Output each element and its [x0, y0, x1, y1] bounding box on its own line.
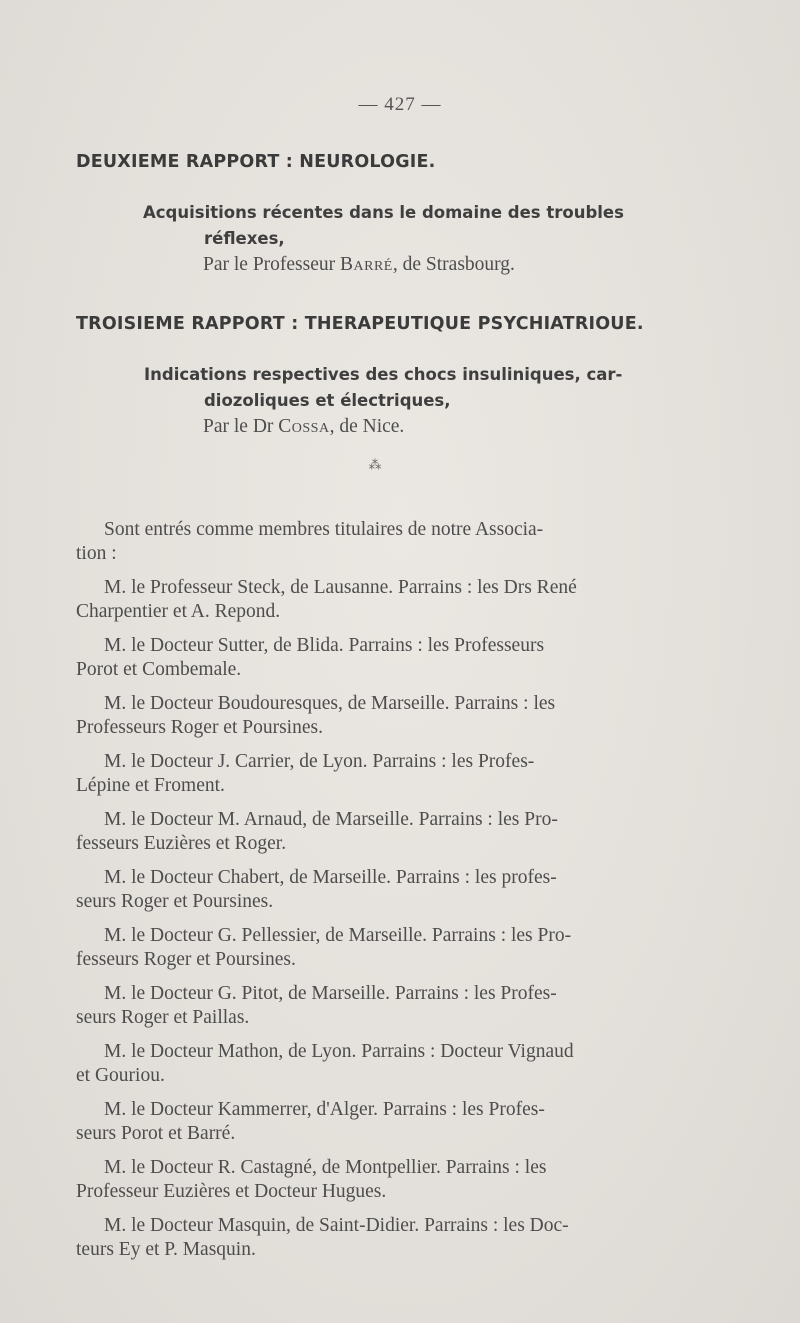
- member-line: fesseurs Euzières et Roger.: [76, 833, 287, 854]
- member-entry: [76, 1214, 724, 1262]
- rapport3-author-name: Cossa: [278, 416, 330, 437]
- rapport2-subject-line2: réflexes,: [204, 229, 285, 248]
- asterism-separator: ⁂: [368, 457, 382, 472]
- member-line: M. le Docteur Chabert, de Marseille. Parrains : les profes-: [104, 867, 557, 888]
- member-line: et Gouriou.: [76, 1065, 165, 1086]
- member-line: seurs Porot et Barré.: [76, 1123, 236, 1144]
- member-line: M. le Docteur Mathon, de Lyon. Parrains : Docteur Vignaud: [104, 1041, 574, 1062]
- member-entry: [76, 1156, 724, 1204]
- rapport2-author-suffix: , de Strasbourg.: [392, 254, 515, 275]
- member-line: M. le Docteur J. Carrier, de Lyon. Parrains : les Profes-: [104, 751, 535, 772]
- member-line: M. le Docteur G. Pellessier, de Marseille. Parrains : les Pro-: [104, 925, 572, 946]
- rapport3-author-prefix: Par le Dr: [203, 416, 279, 437]
- rapport3-subject-line2: diozoliques et électriques,: [204, 391, 451, 410]
- member-line: Lépine et Froment.: [76, 775, 225, 796]
- member-entry: [76, 1040, 724, 1088]
- intro-line: Sont entrés comme membres titulaires de notre Associa-: [104, 519, 544, 540]
- member-line: Professeur Euzières et Docteur Hugues.: [76, 1181, 387, 1202]
- rapport2-title: DEUXIEME RAPPORT : NEUROLOGIE.: [76, 152, 436, 172]
- member-entry: [76, 634, 724, 682]
- member-entry: [76, 1098, 724, 1146]
- intro-paragraph: [76, 518, 724, 566]
- intro-line: tion :: [76, 543, 117, 564]
- rapport2-author-name: Barré: [340, 254, 393, 275]
- member-line: M. le Professeur Steck, de Lausanne. Parrains : les Drs René: [104, 577, 577, 598]
- page-number: — 427 —: [358, 94, 442, 115]
- member-entry: [76, 924, 724, 972]
- rapport2-subject-line1: Acquisitions récentes dans le domaine des troubles: [143, 203, 624, 222]
- rapport3-title: TROISIEME RAPPORT : THERAPEUTIQUE PSYCHIATRIOUE.: [76, 314, 644, 334]
- member-line: seurs Roger et Paillas.: [76, 1007, 250, 1028]
- member-line: M. le Docteur Boudouresques, de Marseille. Parrains : les: [104, 693, 556, 714]
- member-line: M. le Docteur R. Castagné, de Montpellier. Parrains : les: [104, 1157, 547, 1178]
- member-entry: [76, 692, 724, 740]
- member-line: M. le Docteur Kammerrer, d'Alger. Parrains : les Profes-: [104, 1099, 545, 1120]
- rapport3-author: [203, 416, 404, 438]
- members-list: [76, 576, 724, 1262]
- rapport3-author-suffix: , de Nice.: [329, 416, 405, 437]
- member-line: M. le Docteur Masquin, de Saint-Didier. Parrains : les Doc-: [104, 1215, 569, 1236]
- member-line: seurs Roger et Poursines.: [76, 891, 274, 912]
- member-line: M. le Docteur Sutter, de Blida. Parrains : les Professeurs: [104, 635, 545, 656]
- member-line: Professeurs Roger et Poursines.: [76, 717, 323, 738]
- member-line: M. le Docteur G. Pitot, de Marseille. Parrains : les Profes-: [104, 983, 557, 1004]
- members-section: [76, 518, 724, 1272]
- member-line: M. le Docteur M. Arnaud, de Marseille. Parrains : les Pro-: [104, 809, 558, 830]
- rapport2-author-prefix: Par le Professeur: [203, 254, 341, 275]
- rapport2-author: [203, 254, 515, 276]
- member-entry: [76, 576, 724, 624]
- member-line: Charpentier et A. Repond.: [76, 601, 281, 622]
- member-line: fesseurs Roger et Poursines.: [76, 949, 296, 970]
- member-entry: [76, 808, 724, 856]
- member-line: teurs Ey et P. Masquin.: [76, 1239, 256, 1260]
- member-entry: [76, 750, 724, 798]
- rapport3-subject-line1: Indications respectives des chocs insuliniques, car-: [144, 365, 623, 384]
- member-entry: [76, 982, 724, 1030]
- member-entry: [76, 866, 724, 914]
- member-line: Porot et Combemale.: [76, 659, 242, 680]
